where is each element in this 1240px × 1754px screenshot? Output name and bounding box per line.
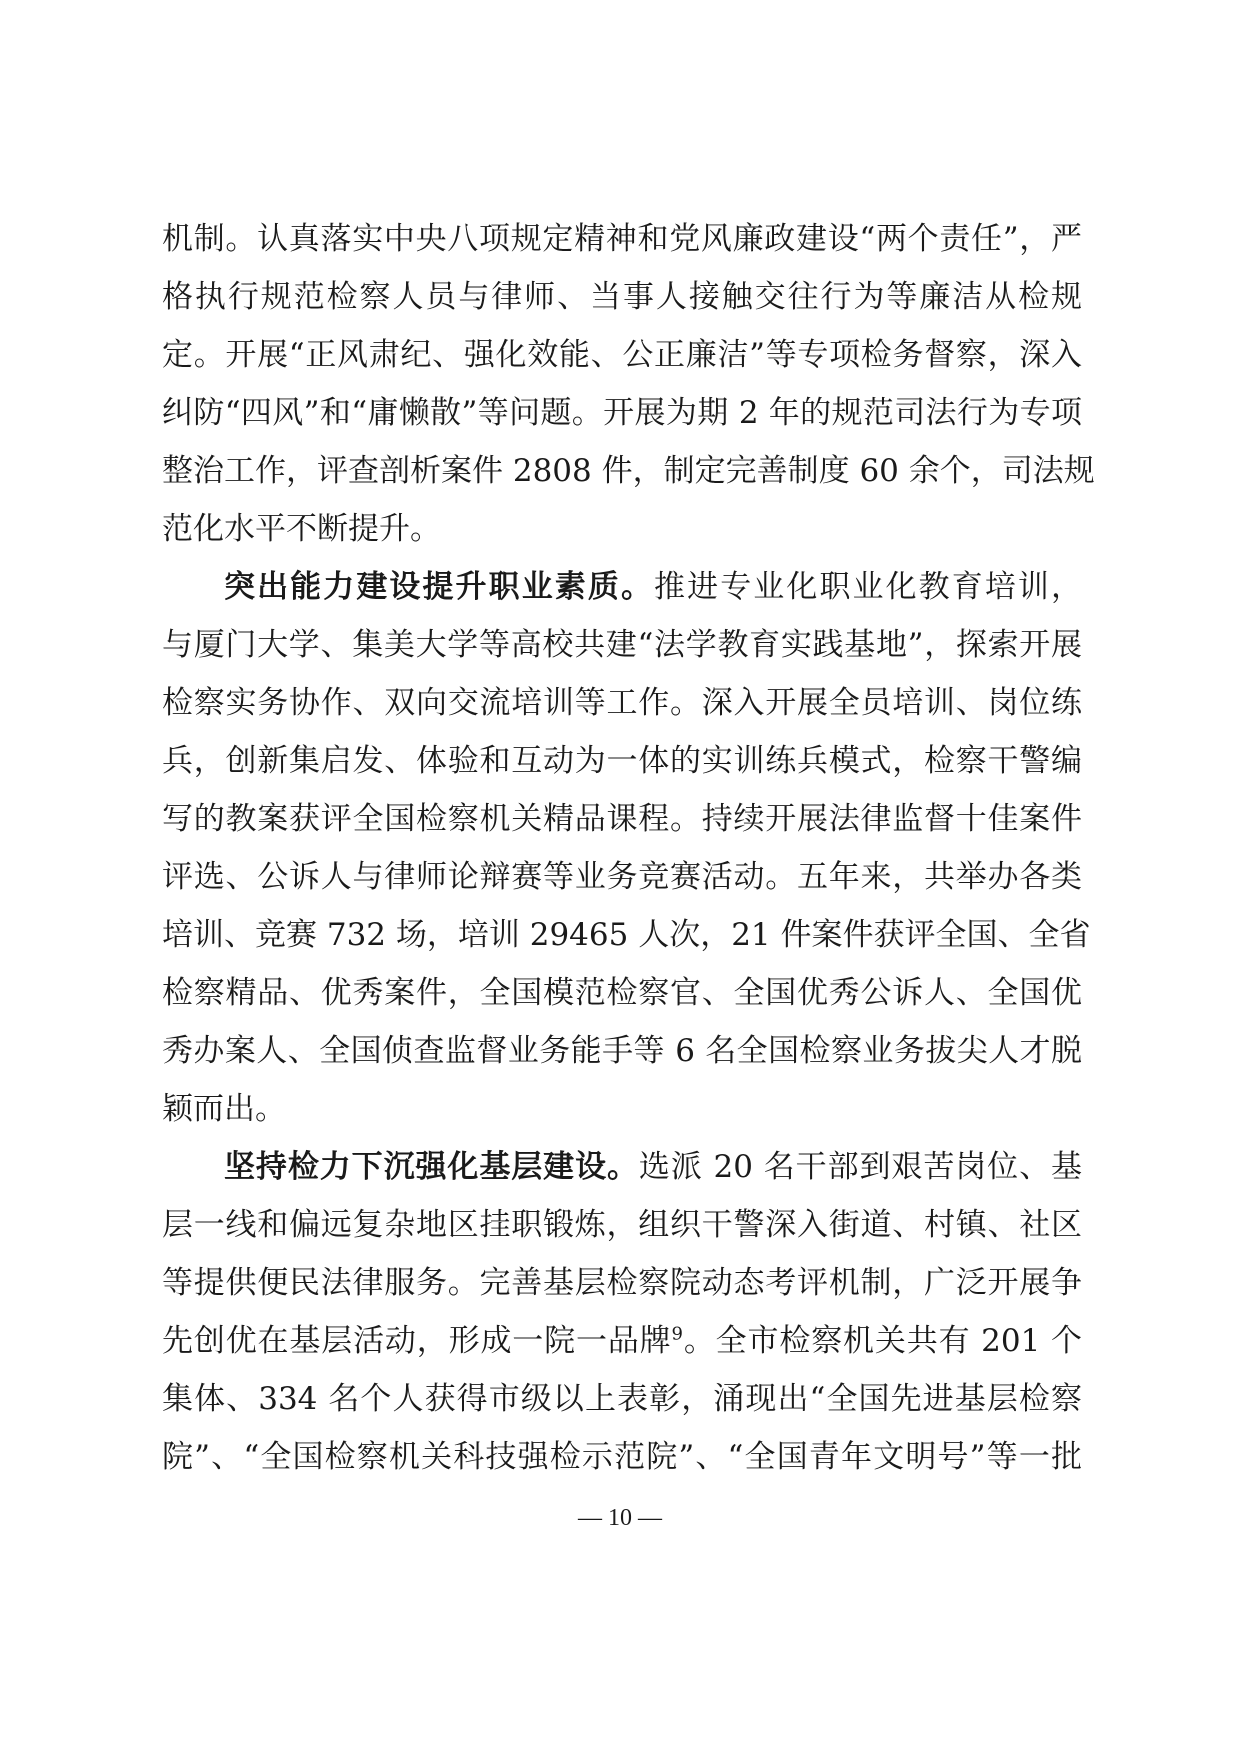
footnote-marker[interactable]: 9 bbox=[671, 1323, 683, 1345]
text-line: 集体、334 名个人获得市级以上表彰，涌现出“全国先进基层检察 bbox=[162, 1381, 1082, 1417]
paragraph-heading: 坚持检力下沉强化基层建设。 bbox=[224, 1149, 639, 1185]
text-run: 。全市检察机关共有 201 个 bbox=[682, 1323, 1082, 1359]
paragraph-1 bbox=[162, 210, 1095, 558]
text-line: 格执行规范检察人员与律师、当事人接触交往行为等廉洁从检规 bbox=[162, 279, 1082, 315]
text-line bbox=[162, 1312, 1082, 1370]
text-line: 定。开展“正风肃纪、强化效能、公正廉洁”等专项检务督察，深入 bbox=[162, 337, 1082, 373]
text-line: 等提供便民法律服务。完善基层检察院动态考评机制，广泛开展争 bbox=[162, 1265, 1082, 1301]
paragraph-heading: 突出能力建设提升职业素质。 bbox=[224, 569, 655, 605]
text-line: 层一线和偏远复杂地区挂职锻炼，组织干警深入街道、村镇、社区 bbox=[162, 1207, 1082, 1243]
text-line: 颖而出。 bbox=[162, 1091, 286, 1127]
page-number: — 10 — bbox=[578, 1505, 662, 1531]
text-run: 推进专业化职业化教育培训， bbox=[654, 569, 1083, 605]
text-run: 选派 20 名干部到艰苦岗位、基 bbox=[638, 1149, 1082, 1185]
text-line: 院”、“全国检察机关科技强检示范院”、“全国青年文明号”等一批 bbox=[162, 1439, 1082, 1475]
text-run: 先创优在基层活动，形成一院一品牌 bbox=[162, 1323, 672, 1359]
text-line bbox=[162, 558, 1082, 616]
text-line: 写的教案获评全国检察机关精品课程。持续开展法律监督十佳案件 bbox=[162, 801, 1082, 837]
text-line: 秀办案人、全国侦查监督业务能手等 6 名全国检察业务拔尖人才脱 bbox=[162, 1033, 1082, 1069]
text-line: 培训、竞赛 732 场，培训 29465 人次，21 件案件获评全国、全省 bbox=[162, 917, 1091, 953]
text-line: 评选、公诉人与律师论辩赛等业务竞赛活动。五年来，共举办各类 bbox=[162, 859, 1082, 895]
text-line: 检察实务协作、双向交流培训等工作。深入开展全员培训、岗位练 bbox=[162, 685, 1082, 721]
text-line: 与厦门大学、集美大学等高校共建“法学教育实践基地”，探索开展 bbox=[162, 627, 1082, 663]
text-line: 兵，创新集启发、体验和互动为一体的实训练兵模式，检察干警编 bbox=[162, 743, 1082, 779]
text-line: 机制。认真落实中央八项规定精神和党风廉政建设“两个责任”，严 bbox=[162, 221, 1082, 257]
text-line bbox=[162, 1138, 1082, 1196]
text-line: 检察精品、优秀案件，全国模范检察官、全国优秀公诉人、全国优 bbox=[162, 975, 1082, 1011]
paragraph-3 bbox=[162, 1138, 1082, 1486]
body-text bbox=[162, 210, 1095, 1486]
text-line: 整治工作，评查剖析案件 2808 件，制定完善制度 60 余个，司法规 bbox=[162, 453, 1095, 489]
text-line: 范化水平不断提升。 bbox=[162, 511, 441, 547]
paragraph-2 bbox=[162, 558, 1091, 1138]
text-line: 纠防“四风”和“庸懒散”等问题。开展为期 2 年的规范司法行为专项 bbox=[162, 395, 1082, 431]
